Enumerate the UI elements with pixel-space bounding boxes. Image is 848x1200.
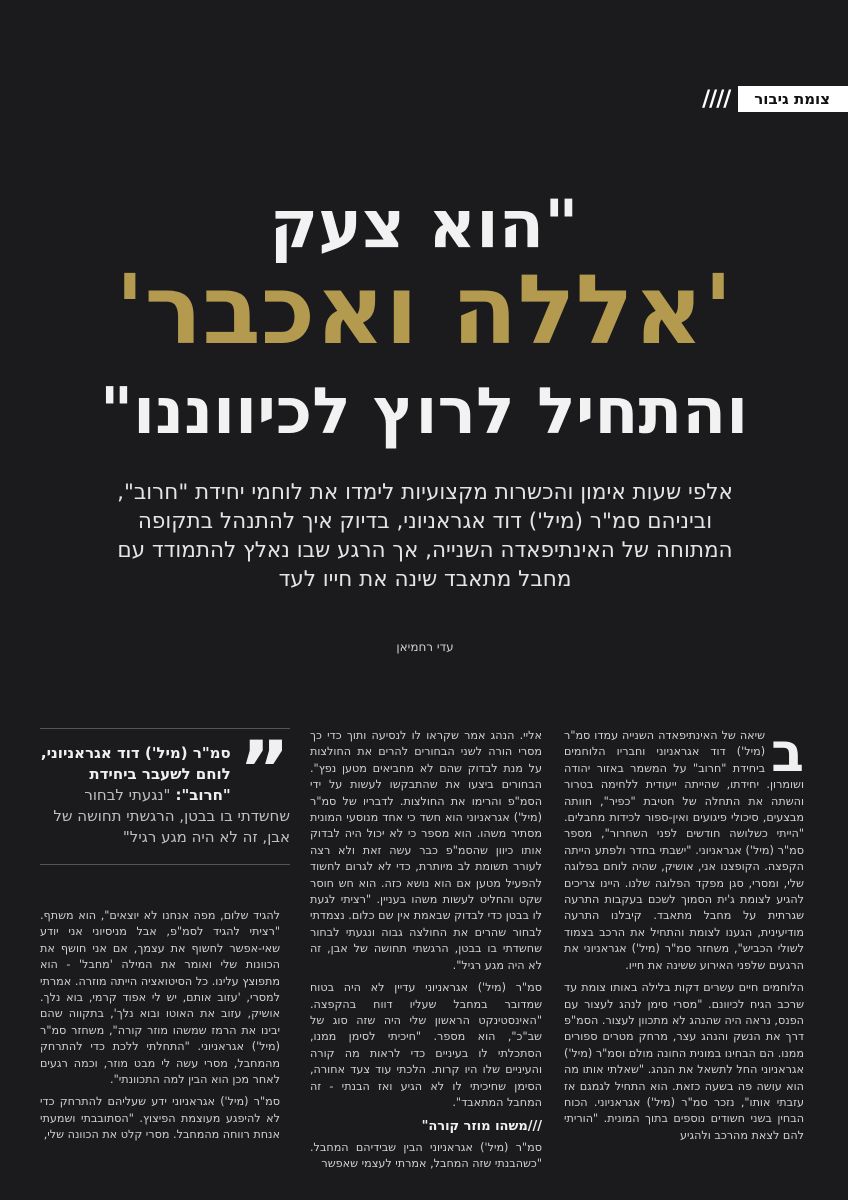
- body-paragraph: הלוחמים חיים עשרים דקות בלילה באותו צומת עד שרכב הגיח לכיוונם. "מסרי סימן לנהג לעצור עם הפנס, נראה היה שהנהג לא מתכוון לעצור. הסמ"פ דרך את הנשק והנהג עצר, מרחק מטרים ספורים ממנו. הם הבחינו במונית החונה מולם וסמ"ר (מיל') אגראניוני החל לתשאל את הנהג. "שאלתי אותו מה הוא עושה פה בשעה כזאת. הוא התחיל לגמגם אז עזבתי אותו", נזכר סמ"ר (מיל') אגראניוני. הכוח הבחין בשני חשודים נוספים בתוך המונית. "הוריתי להם לצאת מהרכב ולהגיע: [564, 981, 804, 1142]
- headline-line-3: והתחיל לרוץ לכיווננו": [99, 375, 749, 449]
- drop-cap: ב: [771, 721, 804, 784]
- article-column-middle: [310, 728, 542, 1179]
- byline: עדי רחמיאן: [396, 640, 454, 654]
- lead-paragraph: אלפי שעות אימון והכשרות מקצועיות לימדו את לוחמי יחידת "חרוב", וביניהם סמ"ר (מיל') דוד אגראניוני, בדיוק איך להתנהל בתקופה המתוחה של האינתיפאדה השנייה, אך הרגע שבו נאלץ להתמודד עם מחבל מתאבד שינה את חייו לעד: [117, 480, 733, 592]
- body-paragraph: אליי. הנהג אמר שקראו לו לנסיעה ותוך כדי כך מסרי הורה לשני הבחורים להרים את החולצות על מנת לבדוק שהם לא מחביאים מטען נפץ". הבחורים ביצעו את שהתבקשו לעשות על ידי הסמ"פ והרימו את החולצות. לדבריו של סמ"ר (מיל') אגראניוני הוא חשד כי אחד מנוסעי המונית מסתיר משהו. הוא מספר כי לא יכול היה לבדוק אותו כיוון שהסמ"פ כבר עשה זאת ולא רצה לעורר תשומת לב מיותרת, כדי לא לגרום לחשוד להפעיל מטען אם הוא נושא כזה. הוא חש חוסר שקט והחליט לעשות משהו בעניין. "רציתי לגעת לו בבטן כדי לבדוק שבאמת אין שם כלום. נצמדתי לבחור שהרים את החולצה גבוה ונגעתי לבחור שחשדתי בו בבטן, הרגשתי תחושה של אבן, זה לא היה מגע רגיל".: [310, 729, 542, 972]
- body-paragraph: סמ"ר (מיל') אגראניוני ידע שעליהם להתרחק כדי לא להיפגע מעוצמת הפיצוץ. "הסתובבתי ושמעתי אנחת רווחה מהמחבל. מסרי קלט את הכוונה שלי,: [40, 1095, 280, 1142]
- subheading-text: משהו מוזר קורה": [421, 1119, 528, 1135]
- article-column-left: [40, 908, 280, 1150]
- headline-line-1: "הוא צעק: [269, 186, 579, 263]
- body-paragraph: סמ"ר (מיל') אגראניוני הבין שבידיהם המחבל. "כשהבנתי שזה המחבל, אמרתי לעצמי שאפשר: [310, 1140, 542, 1171]
- pull-quote-text: "נגעתי לבחור שחשדתי בו בבטן, הרגשתי תחושה של אבן, זה לא היה מגע רגיל": [53, 786, 290, 846]
- section-tag: [633, 86, 848, 112]
- subheading: [310, 1119, 542, 1135]
- subheading-slashes: ///: [527, 1119, 542, 1135]
- pull-quote-attribution: סמ"ר (מיל') דוד אגראניוני, לוחם לשעבר ביחידת "חרוב":: [40, 744, 231, 804]
- pull-quote: [40, 728, 290, 865]
- section-tag-label: צומת גיבור: [738, 86, 848, 112]
- body-paragraph: סמ"ר (מיל') אגראניוני עדיין לא היה בטוח שמדובר במחבל שעליו דווח בהקפצה. "האינסטינקט הראשון שלי היה שזה סוג של שב"כ", הוא מספר. "חיכיתי לסימן ממנו, הסתכלתי לו בעיניים כדי לראות מה קורה והעיניים שלו היו קרות. הלכתי עוד צעד אחורה, הסימן שחיכיתי לו לא הגיע ואז הבנתי - זה המחבל המתאבד".: [310, 981, 542, 1109]
- body-paragraph: שיאה של האינתיפאדה השנייה עמדו סמ"ר (מיל') דוד אגראניוני וחבריו הלוחמים ביחידת "חרוב" על המשמר באזור יהודה ושומרון. יחידתו, שהייתה ייעודית ללחימה בטרור והשתה את התחלה של חטיבת "כפיר", חוותה מבצעים, סיכולי פיגועים ואין-ספור לכידות מחבלים. "הייתי כשלושה חודשים לפני השחרור", מספר סמ"ר (מיל') אגראניוני. "ישבתי בחדר ולפתע הייתה הקפצה. הקופצנו אני, אושיק, שהיה לוחם בפלוגה שלי, ומסרי, סגן מפקד הפלוגה שלנו. היינו צריכים להגיע לצומת ג'ית הסמוך לשכם בעקבות התרעה שגרתית על מחבל מתאבד. קיבלנו התרעה מודיעינית, הגענו לצומת והתחיל את הרכב בצמוד לשולי הכביש", משחזר סמ"ר (מיל') אגראניוני את הרגעים שלפני האירוע ששינה את חייו.: [564, 729, 804, 972]
- quote-mark-icon: ”: [238, 726, 290, 816]
- section-tag-slashes: ////: [702, 86, 731, 112]
- headline-line-2: 'אללה ואכבר': [115, 254, 733, 366]
- article-column-right: [564, 721, 804, 1150]
- body-paragraph: להגיד שלום, מפה אנחנו לא יוצאים", הוא משתף. "רציתי להגיד לסמ"פ, אבל מניסיוני אני יודע שאי-אפשר לחשוף את עצמך, אם אני חושף את הכוונות שלי ואומר את המילה 'מחבל' - הוא מתפוצץ עלינו. כל הסיטואציה הייתה מוזרה. אמרתי למסרי, 'עזוב אותם, יש לי אפוד קרמי, בוא נלך. אושיק, עזוב את האוטו ובוא נלך', בתקווה שהם יבינו את הרמז שמשהו מוזר קורה", משחזר סמ"ר (מיל') אגראניוני. "התחלתי ללכת כדי להתרחק מהמחבל, מסרי עשה לי מבט מוזר, וכמה רגעים לאחר מכן הוא הבין למה התכוונתי".: [40, 909, 280, 1087]
